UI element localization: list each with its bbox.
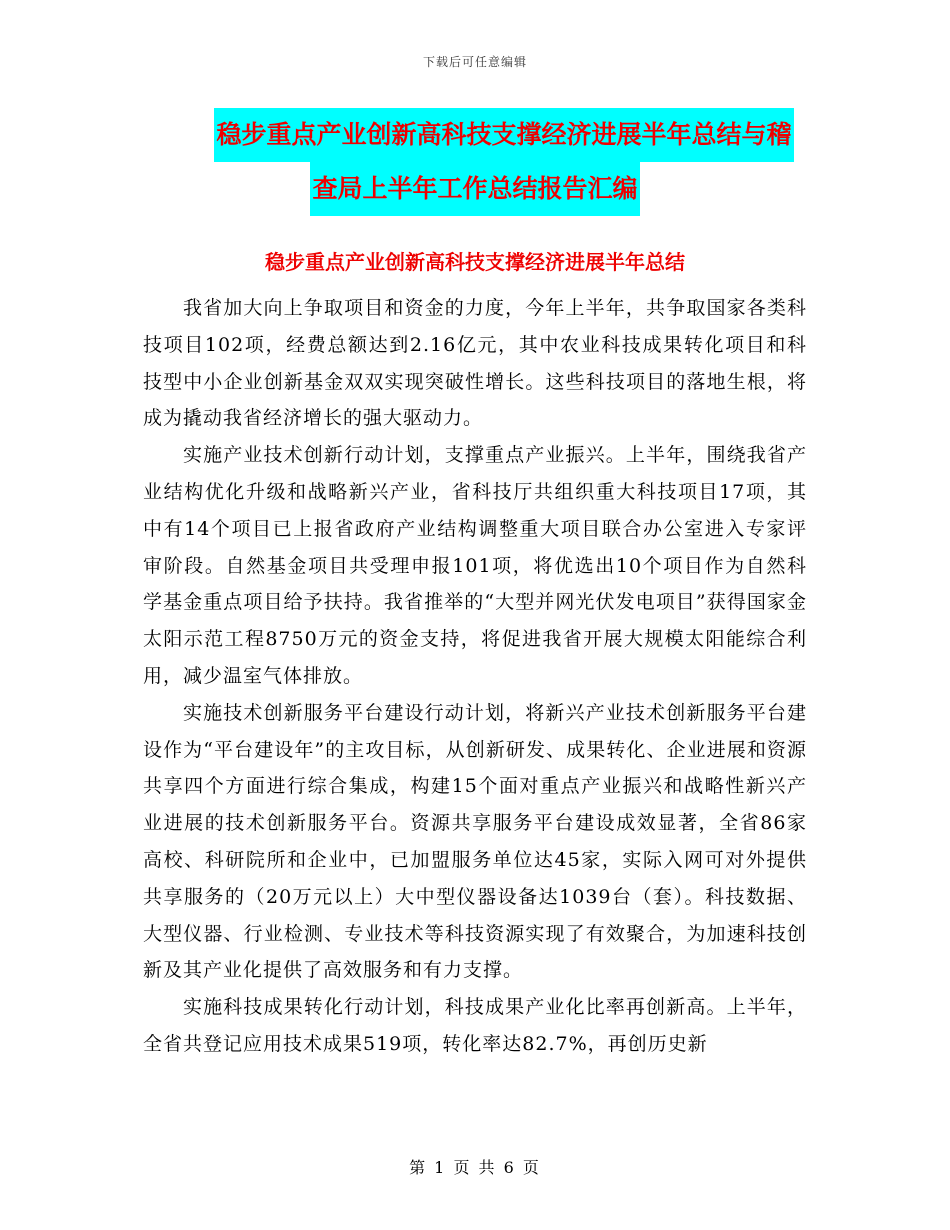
page-number: 第 1 页 共 6 页 xyxy=(409,1158,541,1177)
section-heading: 稳步重点产业创新高科技支撑经济进展半年总结 xyxy=(265,250,685,274)
paragraph-2: 实施产业技术创新行动计划，支撑重点产业振兴。上半年，围绕我省产业结构优化升级和战略新兴产业，省科技厅共组织重大科技项目17项，其中有14个项目已上报省政府产业结构调整重大项目联合办公室进入专家评审阶段。自然基金项目共受理申报101项，将优选出10个项目作为自然科学基金重点项目给予扶持。我省推举的“大型并网光伏发电项目”获得国家金太阳示范工程8750万元的资金支持，将促进我省开展大规模太阳能综合利用，减少温室气体排放。 xyxy=(143,444,807,687)
header-note: 下载后可任意编辑 xyxy=(422,55,527,69)
document-title xyxy=(0,108,950,216)
document-title-line-1: 稳步重点产业创新高科技支撑经济进展半年总结与稽 xyxy=(214,108,793,162)
body-text xyxy=(143,290,807,1063)
paragraph-1: 我省加大向上争取项目和资金的力度，今年上半年，共争取国家各类科技项目102项，经费总额达到2.16亿元，其中农业科技成果转化项目和科技型中小企业创新基金双双实现突破性增长。这些科技项目的落地生根，将成为撬动我省经济增长的强大驱动力。 xyxy=(143,297,807,430)
paragraph-4: 实施科技成果转化行动计划，科技成果产业化比率再创新高。上半年，全省共登记应用技术成果519项，转化率达82.7%，再创历史新 xyxy=(143,996,807,1055)
paragraph-3: 实施技术创新服务平台建设行动计划，将新兴产业技术创新服务平台建设作为“平台建设年”的主攻目标，从创新研发、成果转化、企业进展和资源共享四个方面进行综合集成，构建15个面对重点产业振兴和战略性新兴产业进展的技术创新服务平台。资源共享服务平台建设成效显著，全省86家高校、科研院所和企业中，已加盟服务单位达45家，实际入网可对外提供共享服务的（20万元以上）大中型仪器设备达1039台（套）。科技数据、大型仪器、行业检测、专业技术等科技资源实现了有效聚合，为加速科技创新及其产业化提供了高效服务和有力支撑。 xyxy=(143,701,807,982)
document-title-line-2: 查局上半年工作总结报告汇编 xyxy=(310,162,639,216)
